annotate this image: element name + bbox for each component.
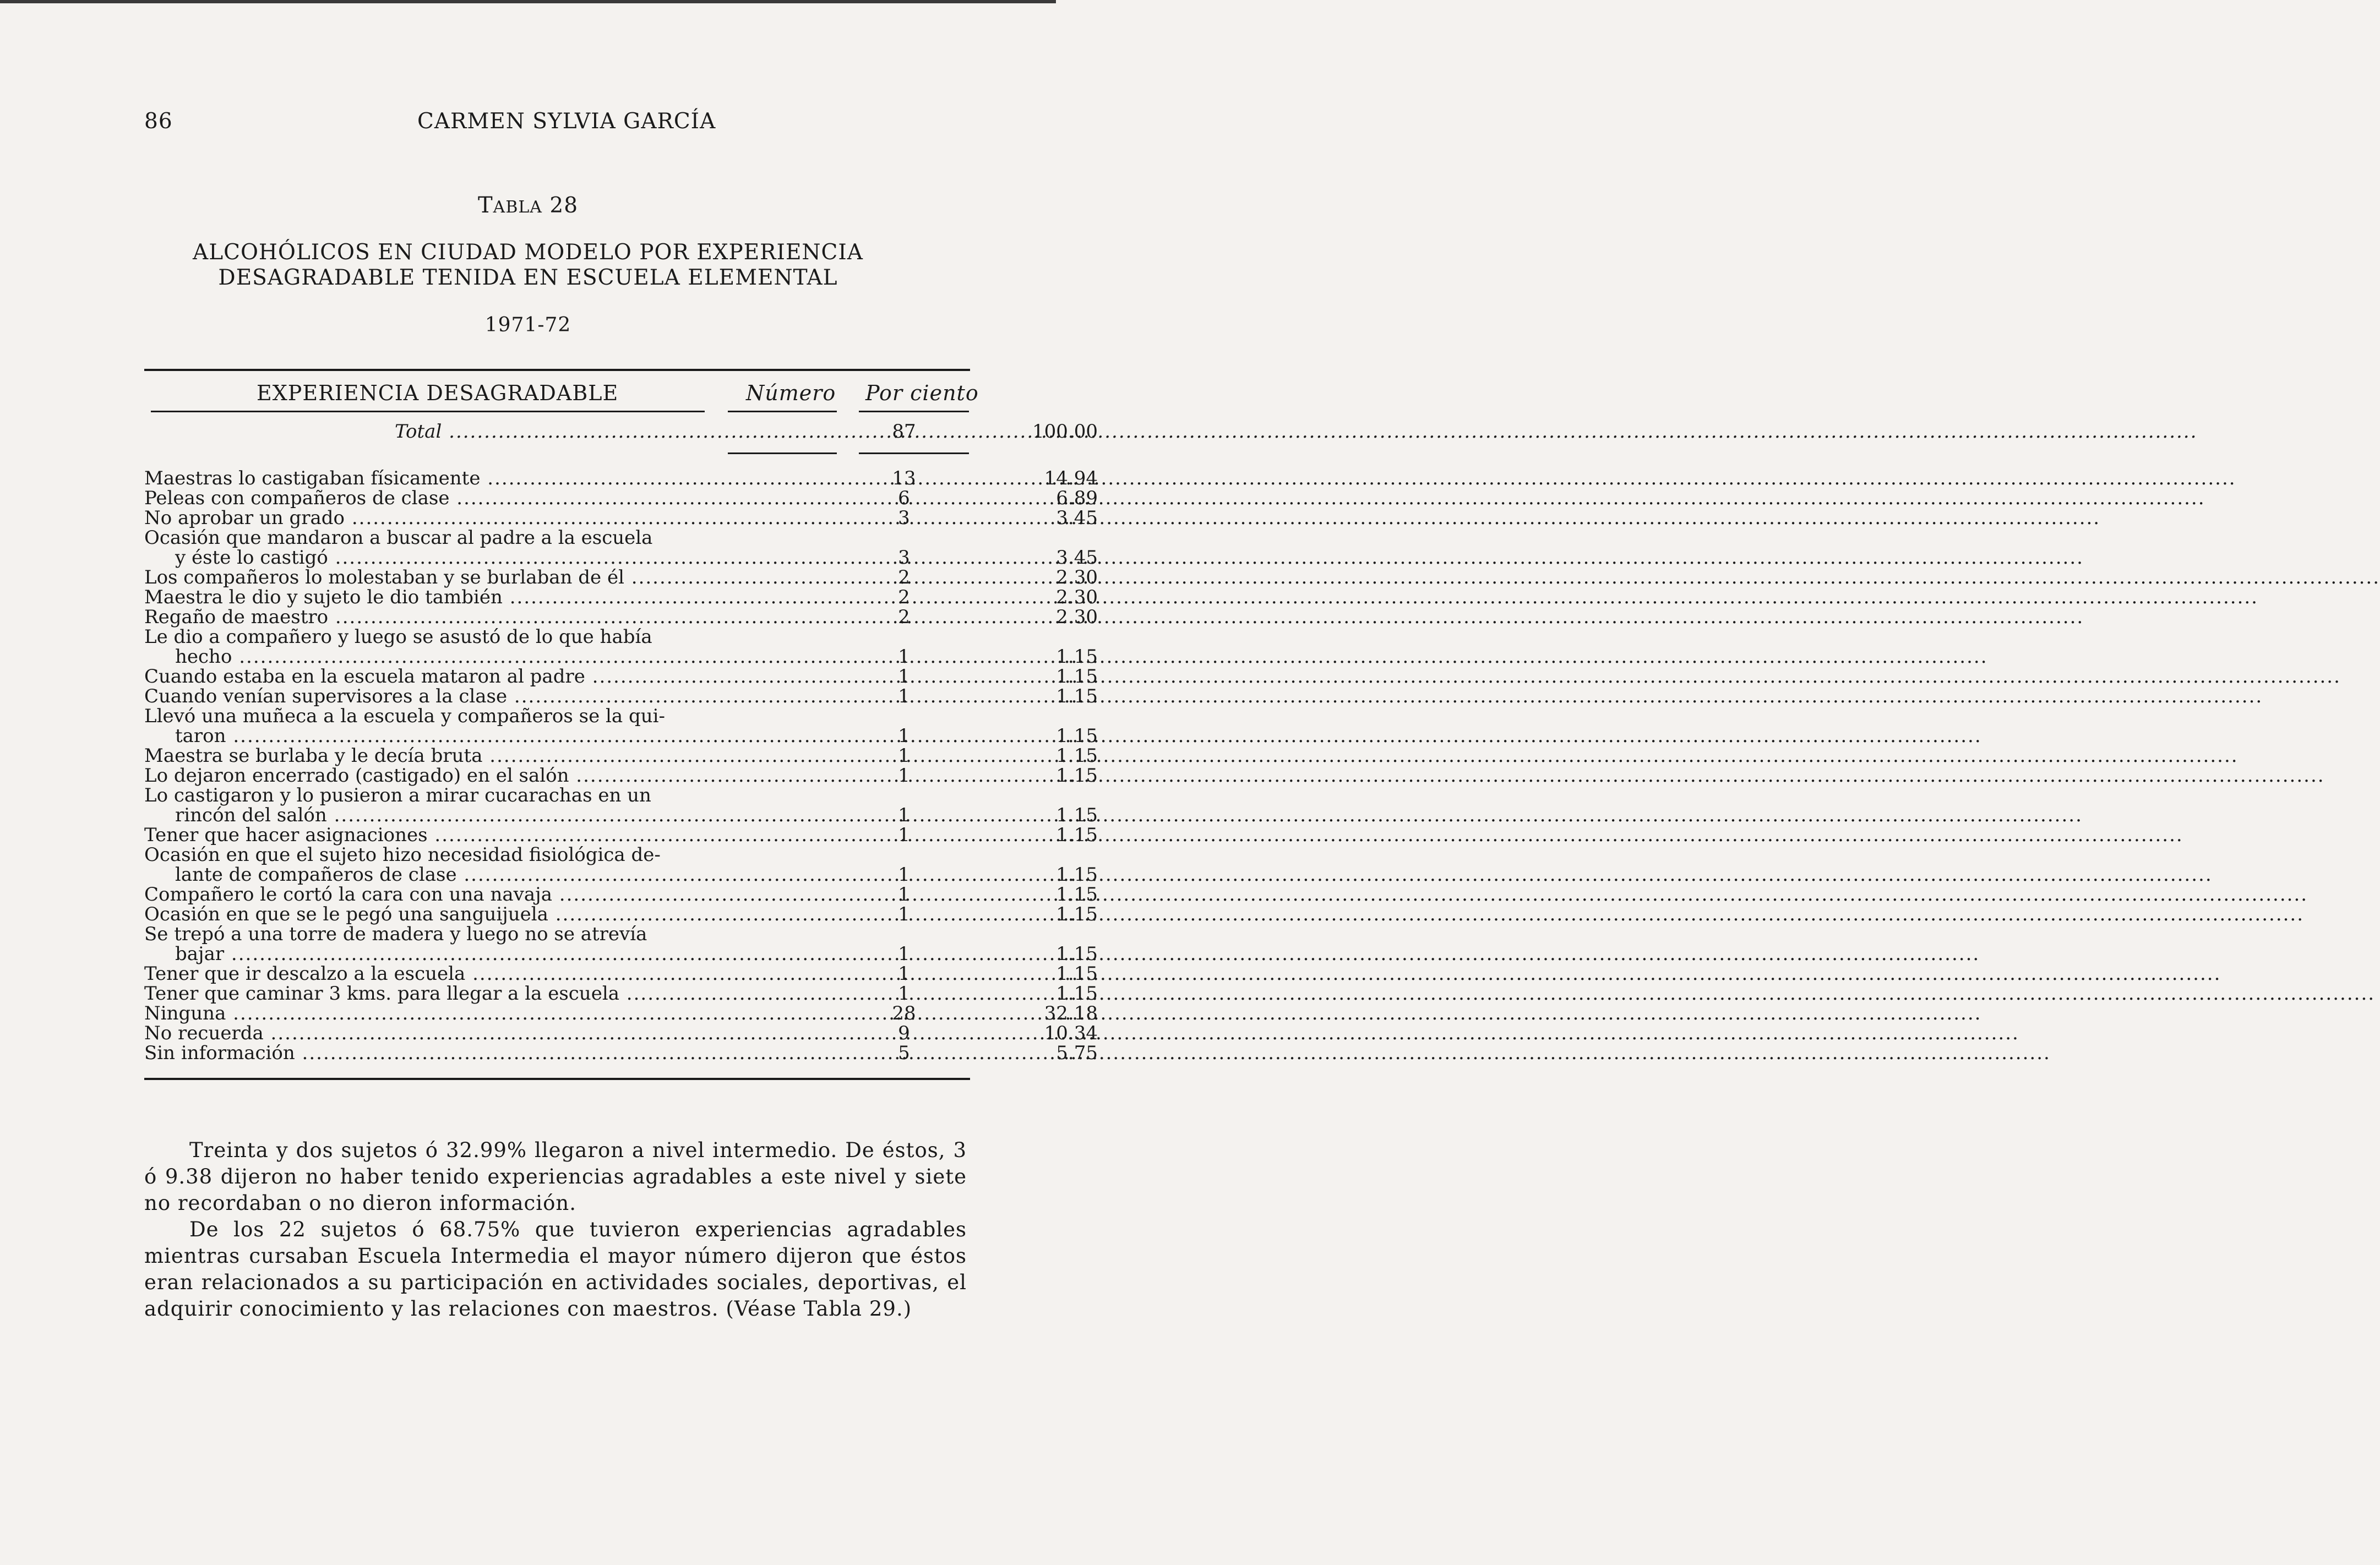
row-label: Peleas con compañeros de clase ..... bbox=[144, 488, 705, 508]
table-number: 28 bbox=[549, 193, 579, 218]
row-porciento: 14.94 bbox=[1044, 467, 1098, 489]
row-label: Cuando estaba en la escuela mataron al padre ..... bbox=[144, 667, 705, 686]
row-porciento: 6.89 bbox=[1056, 487, 1098, 509]
row-numero: 1 bbox=[898, 943, 910, 965]
table-row bbox=[144, 804, 1098, 826]
row-label: Lo castigaron y lo pusieron a mirar cucarachas en un bbox=[144, 784, 651, 806]
table-row bbox=[144, 467, 1098, 489]
row-label: Maestra le dio y sujeto le dio también ..... bbox=[144, 587, 705, 607]
row-numero: 9 bbox=[898, 1022, 910, 1044]
row-porciento: 1.15 bbox=[1056, 765, 1098, 787]
table-year: 1971-72 bbox=[484, 314, 571, 336]
table-row-line1 bbox=[144, 924, 970, 944]
row-porciento: 5.75 bbox=[1056, 1042, 1098, 1064]
table-bottom-rule bbox=[144, 1078, 970, 1080]
row-porciento: 1.15 bbox=[1056, 745, 1098, 767]
row-numero: 5 bbox=[898, 1042, 910, 1064]
table-row bbox=[144, 943, 1098, 965]
row-label: Cuando venían supervisores a la clase ..... bbox=[144, 686, 705, 706]
row-label: Ocasión en que se le pegó una sanguijuela ..... bbox=[144, 904, 705, 924]
page-number: 86 bbox=[144, 109, 173, 134]
table-row bbox=[144, 507, 1098, 529]
table-label-initial: T bbox=[477, 193, 493, 218]
paragraph-text: Treinta y dos sujetos ó 32.99% llegaron a nivel intermedio. De éstos, 3 ó 9.38 dijeron no haber tenido experiencias agradables a este nivel y siete no recordaban o no dieron información. bbox=[144, 1138, 967, 1215]
row-numero: 1 bbox=[898, 963, 910, 985]
row-numero: 6 bbox=[898, 487, 910, 509]
row-porciento: 1.15 bbox=[1056, 666, 1098, 688]
table-row bbox=[144, 685, 1098, 707]
paragraph-text: De los 22 sujetos ó 68.75% que tuvieron experiencias agradables mientras cursaban Escuela Intermedia el mayor número dijeron que éstos eran relacionados a su participación en actividades sociales, deportivas, el adquirir conocimiento y las relaciones con maestros. (Véase Tabla 29.) bbox=[144, 1218, 967, 1321]
row-label: Tener que caminar 3 kms. para llegar a la escuela ..... bbox=[144, 984, 705, 1004]
body-paragraph-2 bbox=[144, 1217, 967, 1322]
row-label-continuation: y éste lo castigó ..... bbox=[175, 548, 705, 568]
row-label: Llevó una muñeca a la escuela y compañeros se la qui- bbox=[144, 705, 665, 727]
table-row-line1 bbox=[144, 627, 970, 647]
table-total-row bbox=[144, 421, 1098, 443]
total-rule-porciento bbox=[859, 452, 969, 454]
table-row-line1 bbox=[144, 845, 970, 865]
total-porciento: 100.00 bbox=[1032, 421, 1098, 443]
table-title-line2: DESAGRADABLE TENIDA EN ESCUELA ELEMENTAL bbox=[218, 265, 838, 290]
table-row bbox=[144, 1002, 1098, 1024]
table-row bbox=[144, 547, 1098, 569]
table-row bbox=[144, 666, 1098, 688]
table-row bbox=[144, 824, 1098, 846]
table-row bbox=[144, 864, 1098, 886]
row-numero: 1 bbox=[898, 983, 910, 1005]
row-numero: 1 bbox=[898, 884, 910, 906]
row-porciento: 1.15 bbox=[1056, 983, 1098, 1005]
row-label: Ocasión que mandaron a buscar al padre a la escuela bbox=[144, 527, 653, 549]
row-numero: 1 bbox=[898, 685, 910, 707]
body-paragraph-1 bbox=[144, 1137, 967, 1217]
table-row bbox=[144, 1042, 1098, 1064]
row-label-continuation: bajar ..... bbox=[175, 944, 705, 964]
row-label-continuation: lante de compañeros de clase ..... bbox=[175, 865, 705, 885]
row-label: Tener que hacer asignaciones ..... bbox=[144, 825, 705, 845]
row-numero: 13 bbox=[892, 467, 916, 489]
row-numero: 1 bbox=[898, 864, 910, 886]
table-row bbox=[144, 884, 1098, 906]
row-label: Maestra se burlaba y le decía bruta ..... bbox=[144, 746, 705, 766]
row-numero: 28 bbox=[892, 1002, 916, 1024]
row-label: Los compañeros lo molestaban y se burlaban de él ..... bbox=[144, 568, 705, 587]
row-porciento: 2.30 bbox=[1056, 566, 1098, 588]
row-label: Le dio a compañero y luego se asustó de lo que había bbox=[144, 626, 652, 648]
row-label: Regaño de maestro ..... bbox=[144, 607, 705, 627]
header-rule-experiencia bbox=[151, 411, 705, 412]
row-porciento: 3.45 bbox=[1056, 507, 1098, 529]
row-numero: 1 bbox=[898, 666, 910, 688]
row-numero: 2 bbox=[898, 566, 910, 588]
row-porciento: 2.30 bbox=[1056, 586, 1098, 608]
row-label: Maestras lo castigaban físicamente ..... bbox=[144, 468, 705, 488]
table-row-line1 bbox=[144, 706, 970, 726]
column-header-numero: Número bbox=[746, 381, 836, 405]
row-porciento: 1.15 bbox=[1056, 864, 1098, 886]
row-label: Ocasión en que el sujeto hizo necesidad fisiológica de- bbox=[144, 844, 661, 866]
table-top-rule bbox=[144, 369, 970, 371]
row-label: Se trepó a una torre de madera y luego no se atrevía bbox=[144, 923, 647, 945]
row-label-continuation: rincón del salón ..... bbox=[175, 805, 705, 825]
row-label: Lo dejaron encerrado (castigado) en el salón ..... bbox=[144, 766, 705, 786]
row-porciento: 32.18 bbox=[1044, 1002, 1098, 1024]
row-numero: 1 bbox=[898, 745, 910, 767]
row-numero: 2 bbox=[898, 606, 910, 628]
row-numero: 3 bbox=[898, 547, 910, 569]
column-header-experiencia: EXPERIENCIA DESAGRADABLE bbox=[257, 381, 619, 405]
table-row-line1 bbox=[144, 528, 970, 548]
row-porciento: 1.15 bbox=[1056, 963, 1098, 985]
row-porciento: 10.34 bbox=[1044, 1022, 1098, 1044]
table-row bbox=[144, 765, 1098, 787]
table-row bbox=[144, 606, 1098, 628]
table-row bbox=[144, 646, 1098, 668]
table-row bbox=[144, 1022, 1098, 1044]
table-row bbox=[144, 487, 1098, 509]
row-porciento: 3.45 bbox=[1056, 547, 1098, 569]
table-row bbox=[144, 963, 1098, 985]
row-label: Tener que ir descalzo a la escuela ..... bbox=[144, 964, 705, 984]
row-label-continuation: taron ..... bbox=[175, 726, 705, 746]
total-label: Total ..... bbox=[395, 422, 705, 441]
column-header-porciento: Por ciento bbox=[865, 381, 979, 405]
table-row-line1 bbox=[144, 786, 970, 805]
row-numero: 1 bbox=[898, 903, 910, 925]
table-label-rest: ABLA bbox=[493, 198, 542, 217]
table-label bbox=[0, 193, 1056, 218]
table-row bbox=[144, 745, 1098, 767]
table-row bbox=[144, 586, 1098, 608]
row-label: Ninguna ..... bbox=[144, 1004, 705, 1023]
row-numero: 1 bbox=[898, 804, 910, 826]
row-numero: 1 bbox=[898, 765, 910, 787]
row-numero: 3 bbox=[898, 507, 910, 529]
table-row bbox=[144, 725, 1098, 747]
table-title-line1: ALCOHÓLICOS EN CIUDAD MODELO POR EXPERIENCIA bbox=[193, 240, 863, 265]
row-porciento: 1.15 bbox=[1056, 646, 1098, 668]
row-numero: 2 bbox=[898, 586, 910, 608]
header-rule-porciento bbox=[859, 411, 969, 412]
row-porciento: 1.15 bbox=[1056, 804, 1098, 826]
total-rule-numero bbox=[728, 452, 837, 454]
row-numero: 1 bbox=[898, 824, 910, 846]
row-porciento: 1.15 bbox=[1056, 943, 1098, 965]
running-head-author: CARMEN SYLVIA GARCÍA bbox=[417, 109, 716, 134]
row-numero: 1 bbox=[898, 725, 910, 747]
table-row bbox=[144, 983, 1098, 1005]
row-porciento: 1.15 bbox=[1056, 884, 1098, 906]
row-label-continuation: hecho ..... bbox=[175, 647, 705, 667]
row-label: No aprobar un grado ..... bbox=[144, 508, 705, 528]
row-porciento: 1.15 bbox=[1056, 725, 1098, 747]
row-porciento: 1.15 bbox=[1056, 685, 1098, 707]
row-label: No recuerda ..... bbox=[144, 1023, 705, 1043]
table-row bbox=[144, 903, 1098, 925]
row-label: Sin información ..... bbox=[144, 1043, 705, 1063]
page-top-edge bbox=[0, 0, 1056, 3]
row-label: Compañero le cortó la cara con una navaja ..... bbox=[144, 885, 705, 904]
header-rule-numero bbox=[728, 411, 837, 412]
table-row bbox=[144, 566, 1098, 588]
row-porciento: 2.30 bbox=[1056, 606, 1098, 628]
row-numero: 1 bbox=[898, 646, 910, 668]
row-porciento: 1.15 bbox=[1056, 903, 1098, 925]
row-porciento: 1.15 bbox=[1056, 824, 1098, 846]
total-numero: 87 bbox=[892, 421, 916, 443]
